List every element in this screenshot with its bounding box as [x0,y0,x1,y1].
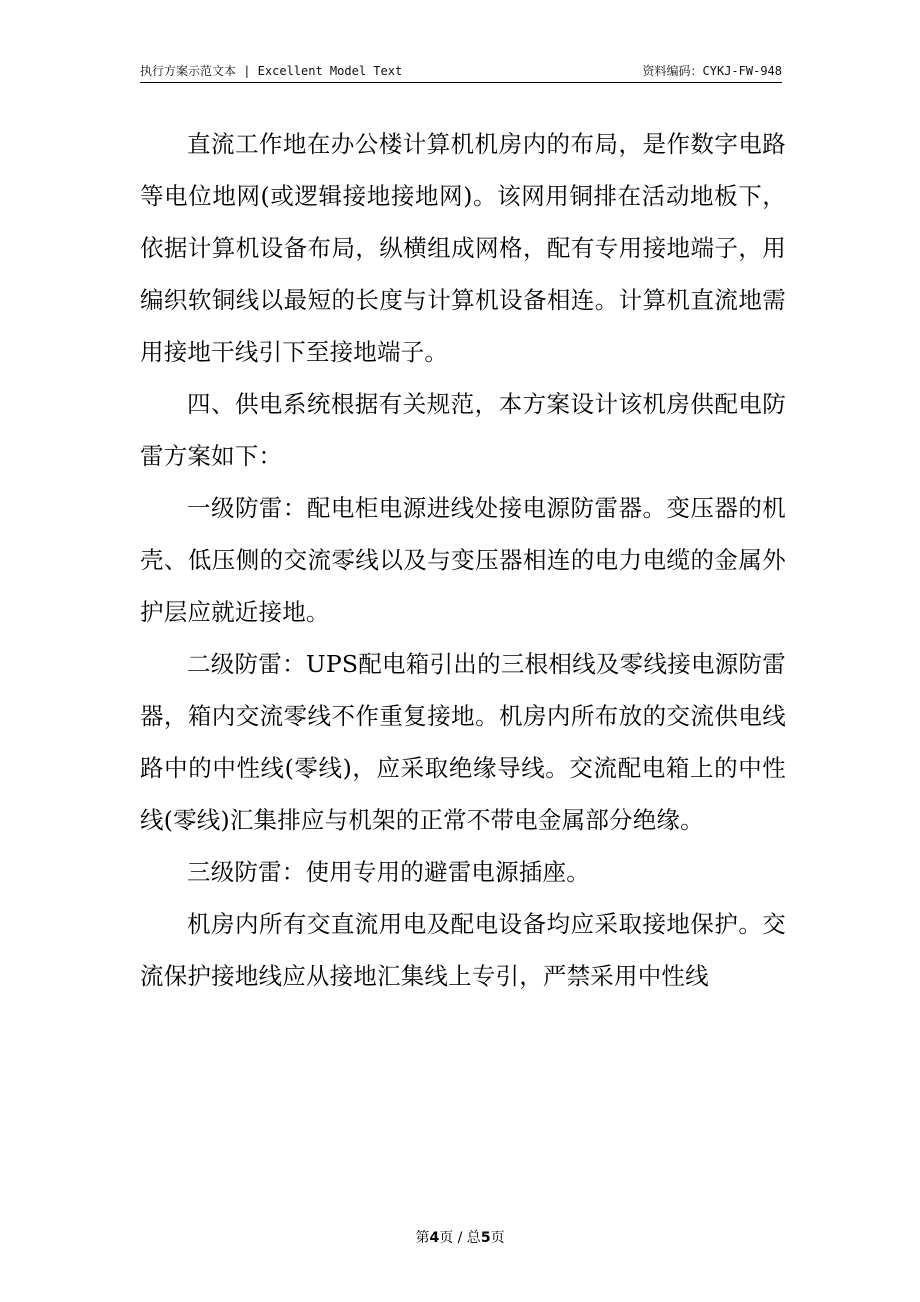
paragraph-level-2-protection: 二级防雷：UPS配电箱引出的三根相线及零线接电源防雷器，箱内交流零线不作重复接地。机房内所布放的交流供电线路中的中性线(零线)，应采取绝缘导线。交流配电箱上的中性线(零线)汇集排应与机架的正常不带电金属部分绝缘。 [140,650,786,834]
document-body [140,118,786,1002]
paragraph-equipment-grounding: 机房内所有交直流用电及配电设备均应采取接地保护。交流保护接地线应从接地汇集线上专引，严禁采用中性线 [140,910,786,990]
footer-prefix: 第 [415,1230,430,1246]
paragraph-level-3-protection: 三级防雷：使用专用的避雷电源插座。 [187,858,590,886]
paragraph-power-supply: 四、供电系统根据有关规范，本方案设计该机房供配电防雷方案如下： [140,390,786,470]
paragraph-dc-grounding: 直流工作地在办公楼计算机机房内的布局，是作数字电路等电位地网(或逻辑接地接地网)。该网用铜排在活动地板下，依据计算机设备布局，纵横组成网格，配有专用接地端子，用编织软铜线以最短的长度与计算机设备相连。计算机直流地需用接地干线引下至接地端子。 [140,130,786,366]
total-page-count: 5 [480,1230,491,1246]
footer-middle: 页 / 总 [439,1230,481,1246]
page-header [140,62,782,83]
footer-suffix: 页 [490,1230,505,1246]
header-document-code: 资料编码：CYKJ-FW-948 [642,64,782,78]
paragraph-level-1-protection: 一级防雷：配电柜电源进线处接电源防雷器。变压器的机壳、低压侧的交流零线以及与变压器相连的电力电缆的金属外护层应就近接地。 [140,494,786,626]
header-title: 执行方案示范文本 | Excellent Model Text [140,64,403,78]
current-page-number: 4 [429,1230,440,1246]
page-footer [0,1228,920,1248]
